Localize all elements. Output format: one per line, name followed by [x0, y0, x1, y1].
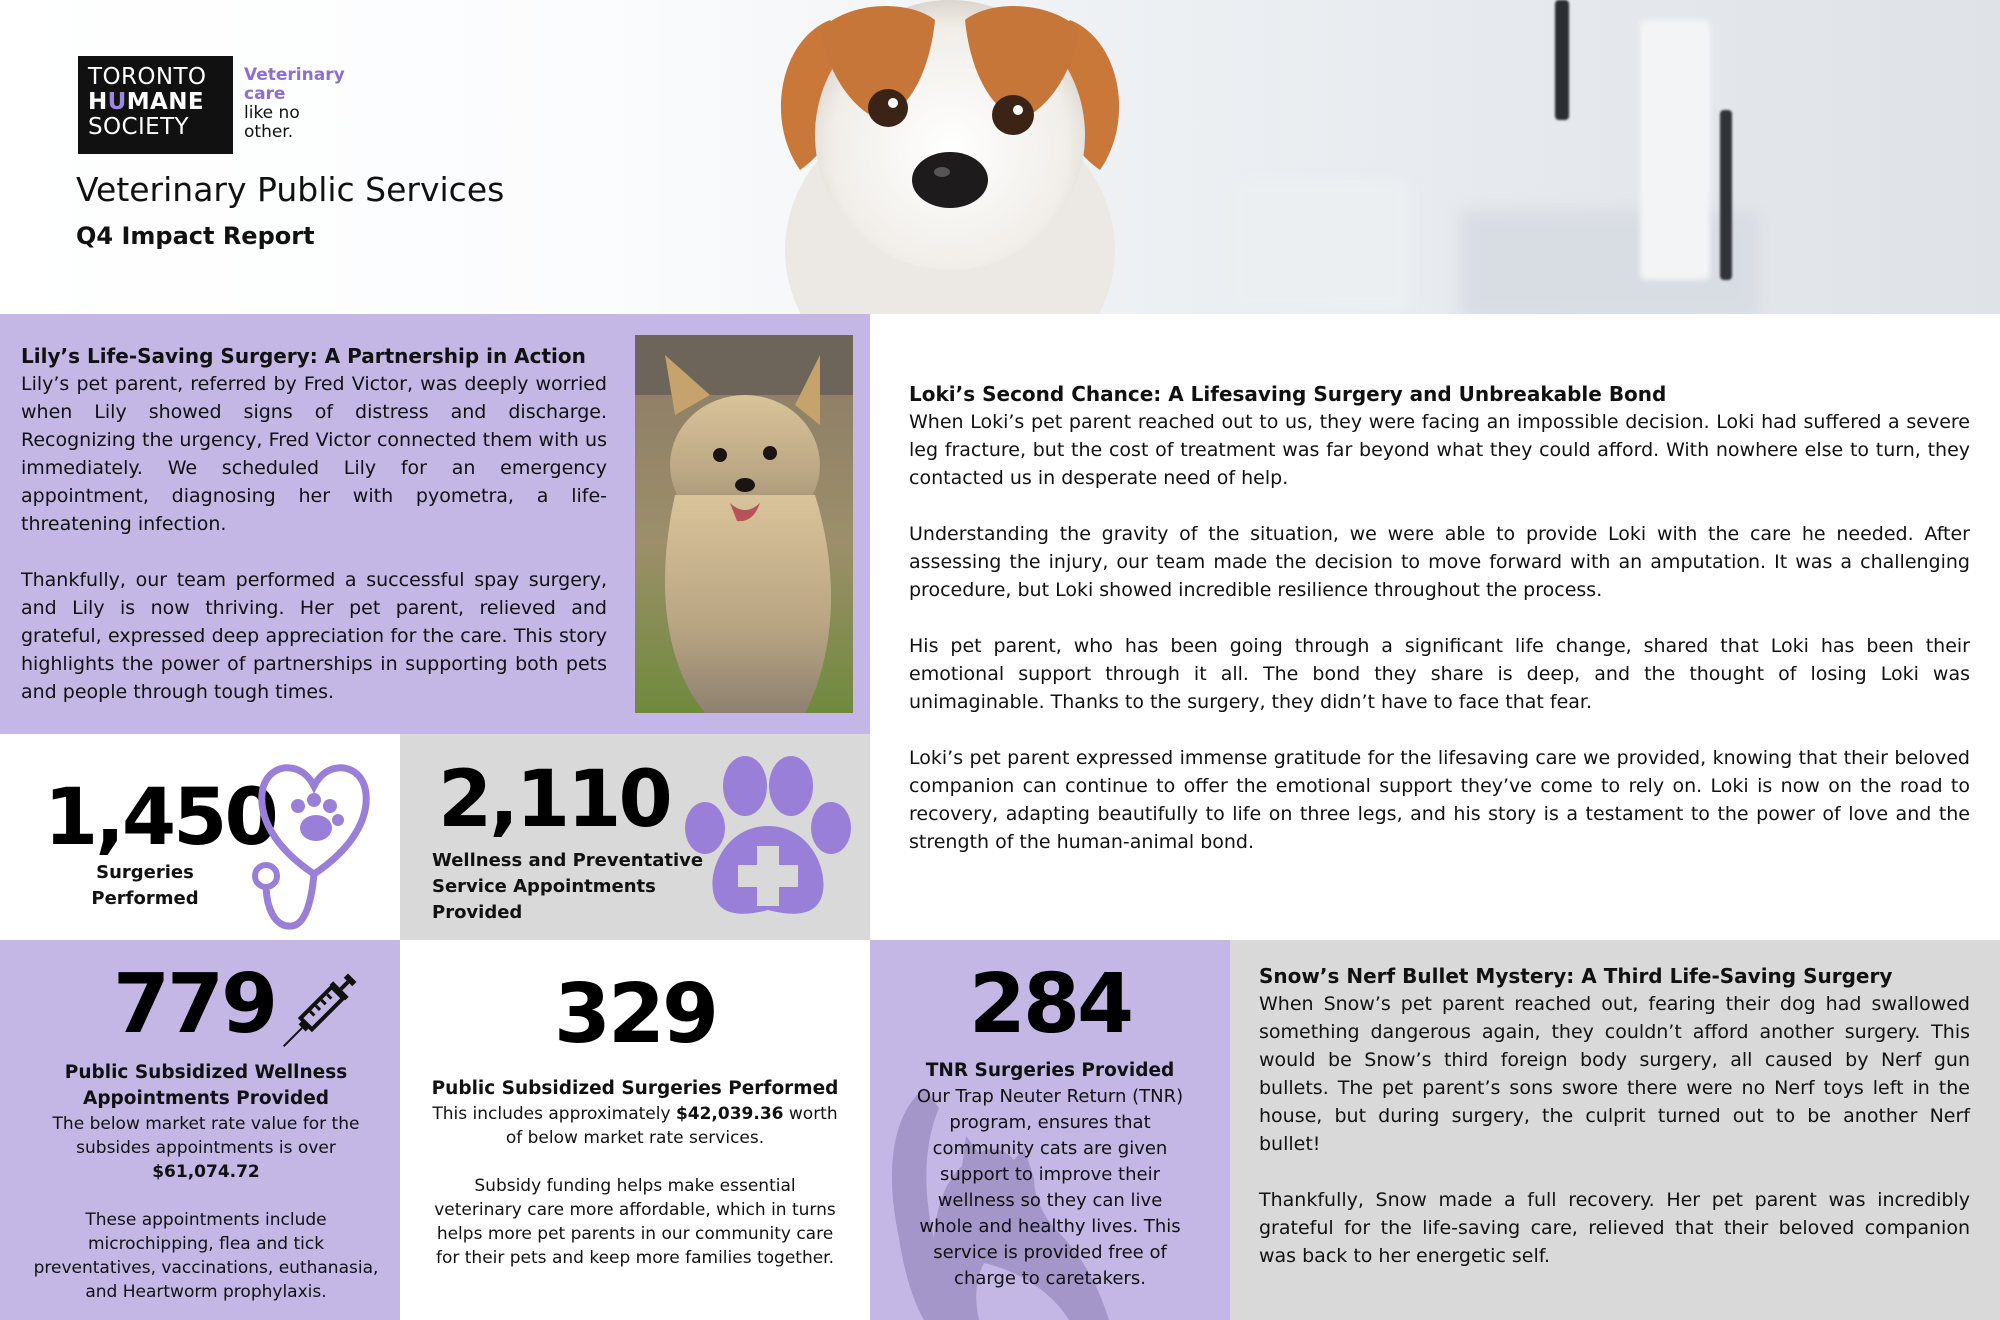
loki-story-body: When Loki’s pet parent reached out to us, they were facing an impossible decision. Loki had suffered a severe leg fracture, but the cost of treatment was far beyond what they could afford. With nowhere else to turn, they contacted us in desperate need of help. Understanding the gravity of the situation, we were able to provide Loki with the care he needed. After assessing the injury, our team made the decision to move forward with an amputation. It was a challenging procedure, but Loki showed incredible resilience throughout the process. His pet parent, who has been going through a significant life change, shared that Loki has been their emotional support through it all. The bond they share is deep, and the thought of losing Loki was unimaginable. Thanks to the surgery, they didn’t have to face that fear. Loki’s pet parent expressed immense gratitude for the lifesaving care we provided, knowing that their beloved companion can continue to offer the emotional support they’ve come to rely on. Loki is now on the road to recovery, adapting beautifully to life on three legs, and his story is a testament to the power of love and the strength of the human-animal bond.: [909, 411, 1970, 853]
tnr-stat-panel: [870, 940, 1230, 1320]
subsidized-surgeries-amount: $42,039.36: [675, 1104, 784, 1124]
lily-story-body: Lily’s pet parent, referred by Fred Victor, was deeply worried when Lily showed signs of distress and discharge. Recognizing the urgency, Fred Victor connected them with us immediately. We scheduled Lily for an emergency appointment, diagnosing her with pyometra, a life-threatening infection. Thankfully, our team performed a successful spay surgery, and Lily is now thriving. Her pet parent, relieved and grateful, expressed deep appreciation for the care. This story highlights the power of partnerships in supporting both pets and people through tough times.: [21, 373, 607, 703]
subsidized-wellness-list: These appointments include microchipping, flea and tick preventatives, vaccinations, euthanasia, and Heartworm prophylaxis.: [33, 1210, 379, 1302]
syringe-icon: [278, 966, 360, 1056]
dog-photo: [760, 0, 1140, 314]
tnr-label: TNR Surgeries Provided: [925, 1060, 1175, 1081]
surgeries-label: Surgeries Performed: [91, 862, 199, 909]
subsidized-wellness-label: Public Subsidized Wellness Appointments Provided: [64, 1062, 348, 1109]
subsidized-wellness-amount: $61,074.72: [152, 1162, 260, 1182]
subsidized-wellness-panel: [0, 940, 400, 1320]
loki-story-title: Loki’s Second Chance: A Lifesaving Surgery and Unbreakable Bond: [909, 382, 1667, 406]
background-cable: [1720, 110, 1732, 280]
background-device: [1640, 20, 1710, 280]
snow-story-body: When Snow’s pet parent reached out, fearing their dog had swallowed something dangerous again, they couldn’t afford another surgery. This would be Snow’s third foreign body surgery, all caused by Nerf gun bullets. The pet parent’s sons swore there were no Nerf toys left in the house, but during surgery, the culprit turned out to be another Nerf bullet! Thankfully, Snow made a full recovery. Her pet parent was incredibly grateful for the life-saving care, relieved that their beloved companion was back to her energetic self.: [1259, 993, 1970, 1267]
wellness-count: 2,110: [438, 755, 670, 845]
logo-line-3: SOCIETY: [88, 114, 189, 140]
yorkie-photo: [635, 335, 853, 713]
loki-story-panel: [870, 314, 2000, 940]
stethoscope-paw-icon: [252, 756, 382, 932]
subsidy-funding-text: Subsidy funding helps make essential veterinary care more affordable, which in turns helps more pet parents in our community care for their pets and keep more families together.: [434, 1176, 836, 1268]
wellness-stat-panel: [400, 734, 870, 940]
wellness-label: Wellness and Preventative Service Appointments Provided: [432, 850, 704, 923]
surgeries-count: 1,450: [44, 773, 276, 863]
subsidized-wellness-note: The below market rate value for the subsides appointments is over $61,074.72: [52, 1114, 360, 1182]
snow-story-title: Snow’s Nerf Bullet Mystery: A Third Life-Saving Surgery: [1259, 964, 1893, 988]
surgeries-stat-panel: [0, 734, 400, 940]
subsidized-surgeries-count: 329: [553, 967, 717, 1062]
subsidized-surgeries-label: Public Subsidized Surgeries Performed: [431, 1078, 839, 1099]
logo-tagline: Veterinary care like no other.: [244, 65, 345, 142]
logo-line-2: HUMANE: [88, 89, 204, 115]
snow-story-panel: [1230, 940, 2000, 1320]
lily-story-title: Lily’s Life-Saving Surgery: A Partnership in Action: [21, 344, 586, 368]
subsidized-surgeries-panel: [400, 940, 870, 1320]
header-banner: [0, 0, 2000, 314]
page-subtitle: Q4 Impact Report: [76, 222, 315, 250]
background-cabinet: [1230, 180, 1410, 310]
subsidized-wellness-count: 779: [113, 957, 276, 1052]
background-cable: [1555, 0, 1569, 120]
logo-line-1: TORONTO: [88, 64, 207, 90]
lily-story-panel: [0, 314, 870, 734]
tnr-description: Our Trap Neuter Return (TNR) program, ensures that community cats are given support to improve their wellness so they can live whole and healthy lives. This service is provided free of charge to caretakers.: [916, 1086, 1184, 1289]
paw-plus-icon: [683, 756, 853, 921]
toronto-humane-society-logo: [78, 56, 233, 154]
subsidized-surgeries-note: This includes approximately $42,039.36 worth of below market rate services.: [432, 1104, 838, 1148]
tnr-count: 284: [968, 957, 1132, 1052]
background-table: [1460, 210, 1760, 314]
page-title: Veterinary Public Services: [76, 170, 505, 209]
